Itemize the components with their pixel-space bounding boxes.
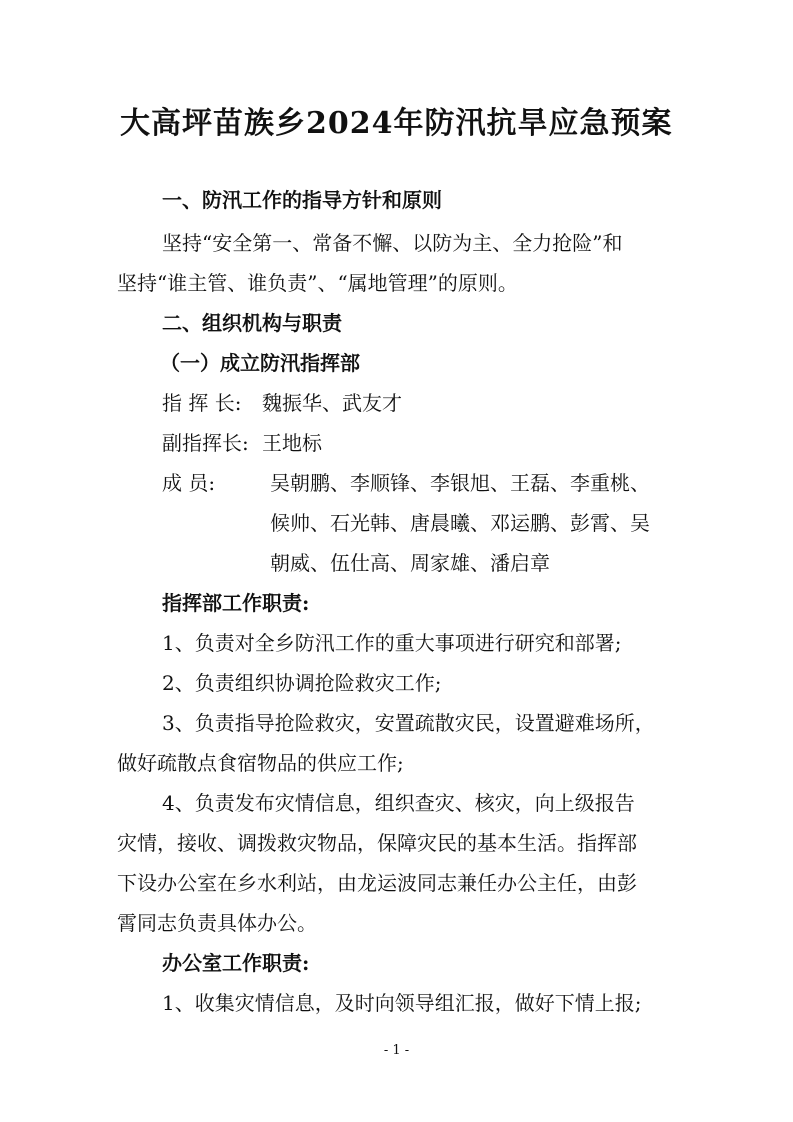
office-duties-heading: 办公室工作职责: (162, 951, 310, 975)
hq-duty-4-line4: 霄同志负责具体办公。 (117, 911, 317, 935)
deputy-names: 王地标 (262, 431, 322, 455)
hq-duty-4-line2: 灾情，接收、调拨救灾物品，保障灾民的基本生活。指挥部 (117, 831, 637, 855)
deputy-label: 副指挥长: (162, 431, 249, 455)
section2-heading: 二、组织机构与职责 (162, 311, 342, 335)
section1-paragraph-line2: 坚持“谁主管、谁负责”、“属地管理”的原则。 (117, 271, 518, 295)
hq-duty-3-line2: 做好疏散点食宿物品的供应工作; (117, 751, 404, 775)
hq-duty-3-line1: 3、负责指导抢险救灾，安置疏散灾民，设置避难场所， (162, 711, 655, 735)
commander-label: 指 挥 长: (162, 391, 242, 415)
document-title: 大高坪苗族乡2024年防汛抗旱应急预案 (120, 106, 673, 141)
hq-duties-heading: 指挥部工作职责: (162, 591, 310, 615)
section1-paragraph-line1: 坚持“安全第一、常备不懈、以防为主、全力抢险”和 (162, 231, 623, 255)
hq-duty-4-line1: 4、负责发布灾情信息，组织查灾、核灾，向上级报告 (162, 791, 635, 815)
office-duty-1: 1、收集灾情信息，及时向领导组汇报，做好下情上报; (162, 991, 642, 1015)
members-line2: 候帅、石光韩、唐晨曦、邓运鹏、彭霄、吴 (270, 511, 650, 535)
hq-duty-2: 2、负责组织协调抢险救灾工作; (162, 671, 442, 695)
page-number: - 1 - (383, 1043, 410, 1058)
members-label: 成 员: (162, 471, 216, 495)
members-line1: 吴朝鹏、李顺锋、李银旭、王磊、李重桃、 (270, 471, 650, 495)
members-line3: 朝威、伍仕高、周家雄、潘启章 (270, 551, 550, 575)
commander-names: 魏振华、武友才 (262, 391, 402, 415)
hq-duty-4-line3: 下设办公室在乡水利站，由龙运波同志兼任办公主任，由彭 (117, 871, 637, 895)
hq-duty-1: 1、负责对全乡防汛工作的重大事项进行研究和部署; (162, 631, 622, 655)
subsection1-heading: （一）成立防汛指挥部 (160, 351, 360, 375)
section1-heading: 一、防汛工作的指导方针和原则 (162, 188, 442, 212)
